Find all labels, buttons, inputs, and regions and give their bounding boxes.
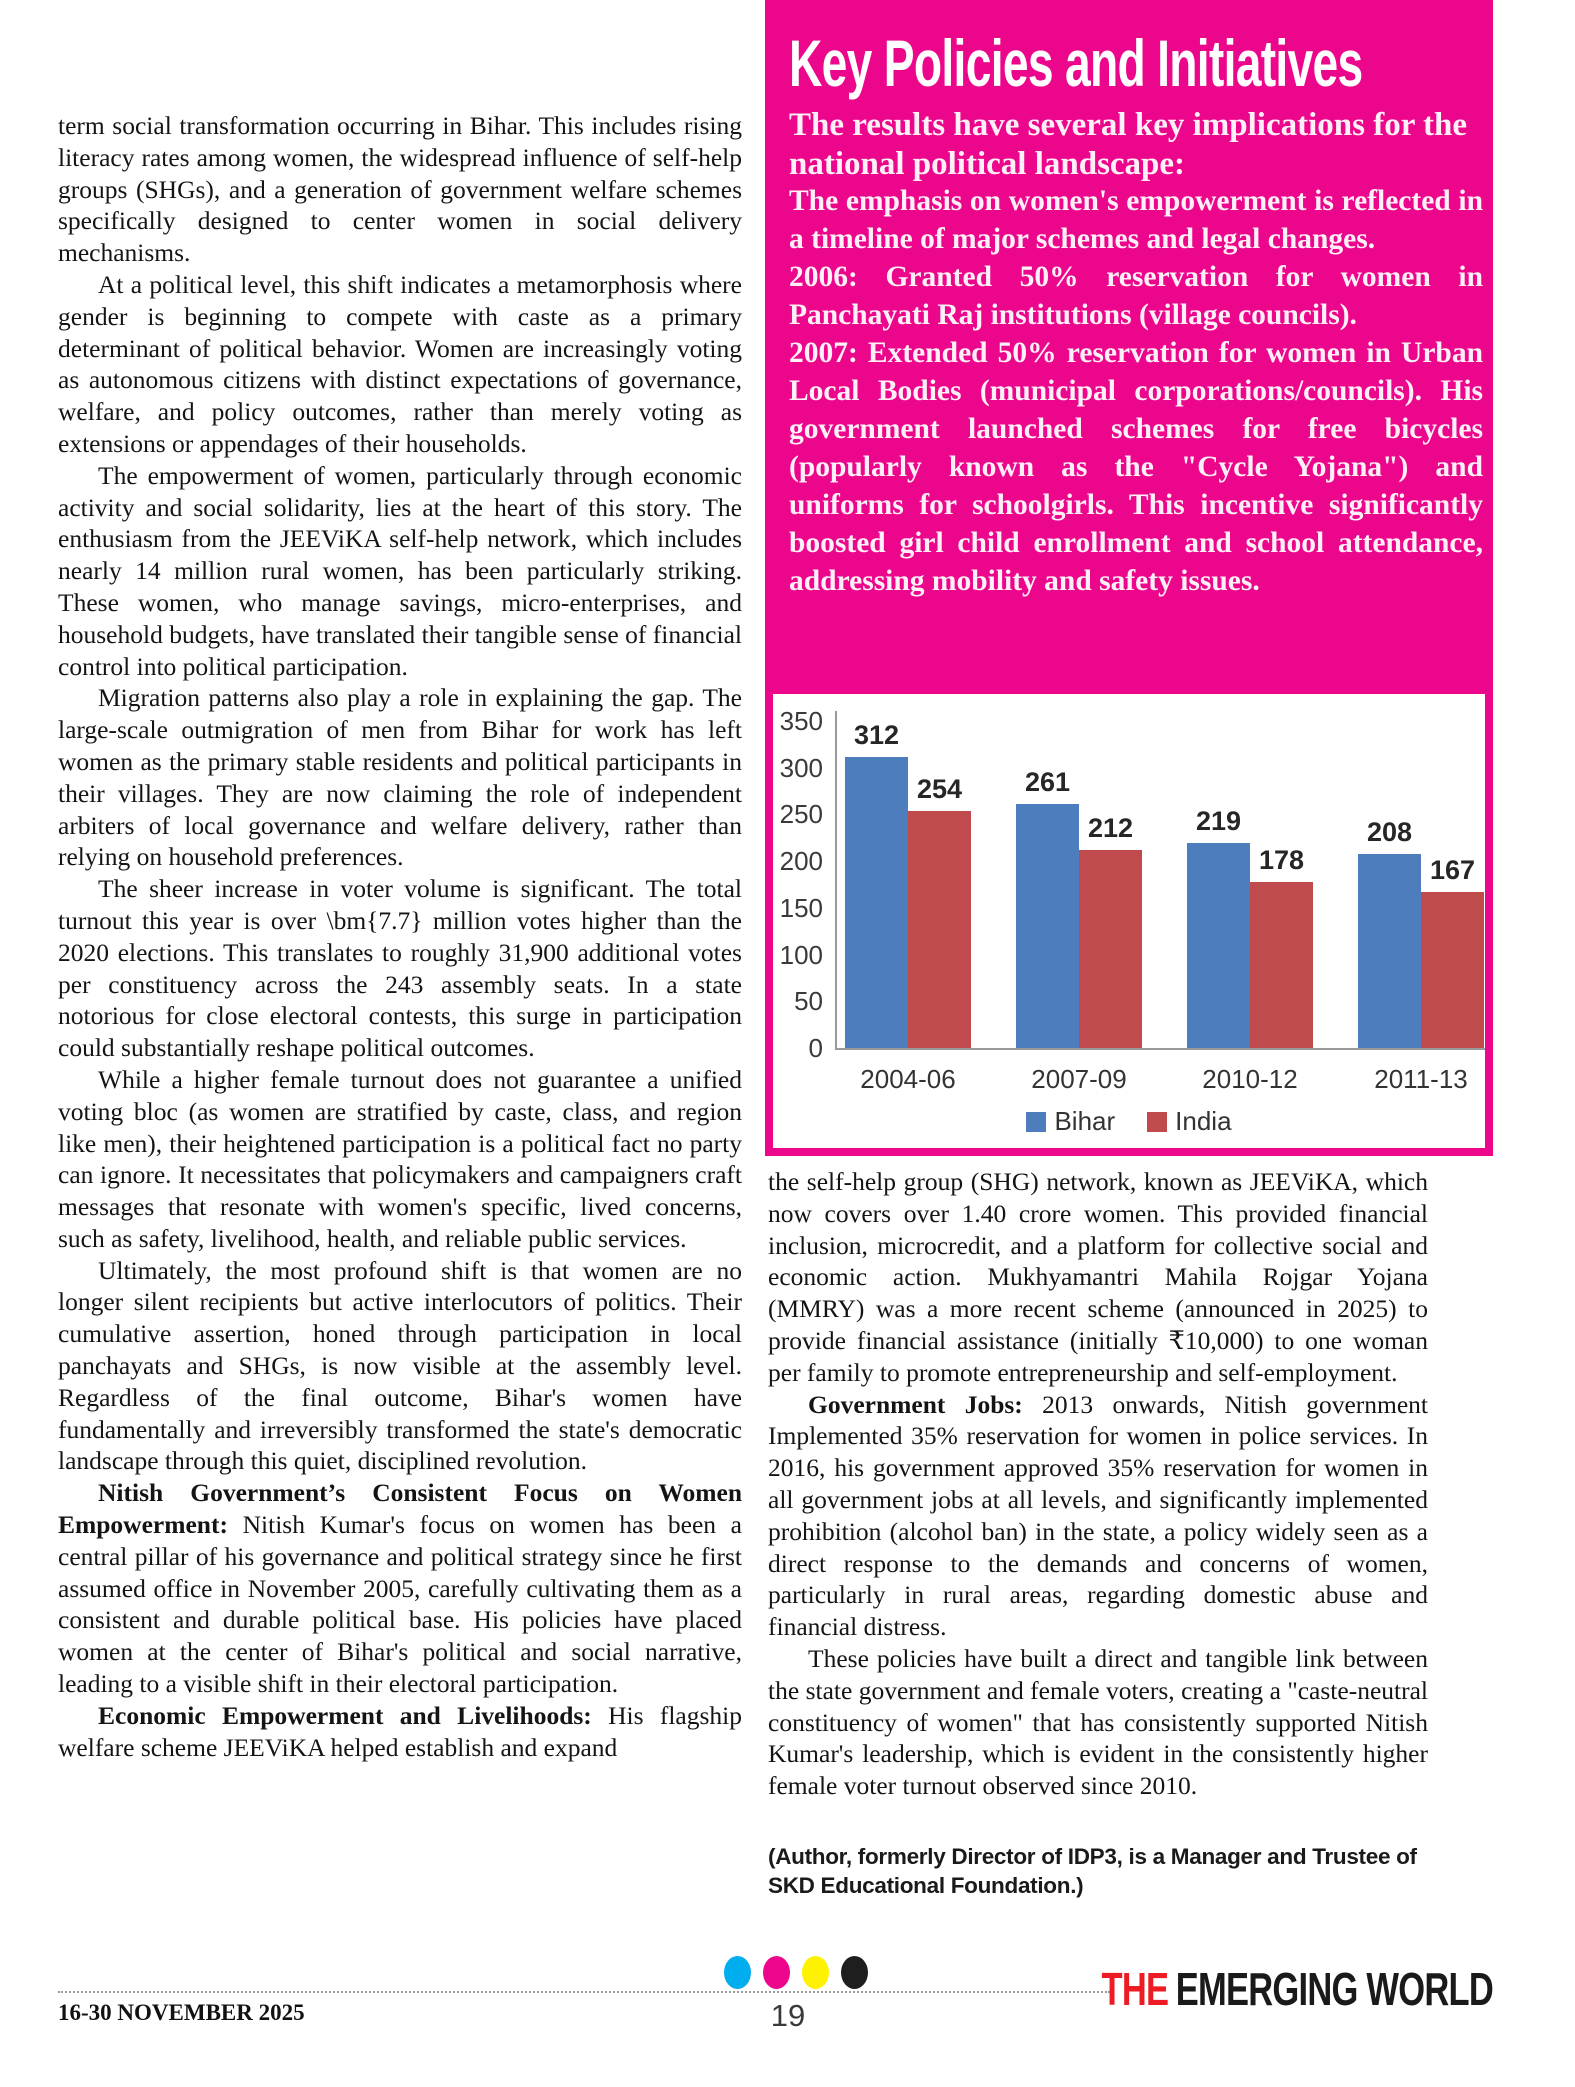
y-axis-tick-label: 50 <box>794 986 823 1017</box>
sidebar-body <box>789 182 1483 600</box>
x-axis-line <box>835 1048 1485 1050</box>
y-axis-tick-label: 150 <box>779 892 823 923</box>
sidebar-title: Key Policies and Initiatives <box>789 26 1363 100</box>
legend-item-india <box>1147 1106 1231 1137</box>
wordmark-rest: EMERGING WORLD <box>1175 1963 1493 2015</box>
bar-value-label: 167 <box>1429 855 1476 885</box>
bar-india-2010-12 <box>1250 882 1313 1048</box>
paragraph: 2006: Granted 50% reservation for women in Panchayati Raj institutions (village councils). <box>789 261 1483 331</box>
magazine-wordmark <box>1101 1963 1493 2015</box>
legend-label: India <box>1175 1106 1232 1136</box>
x-axis-category-label: 2011-13 <box>1374 1064 1468 1094</box>
bar-value-label: 219 <box>1195 806 1242 836</box>
page-number: 19 <box>770 1998 806 2033</box>
paragraph: Nitish Government’s Consistent Focus on Women Empowerment: Nitish Kumar's focus on women has been a central pillar of his governance and political strategy since he first assumed office in November 2005, carefully cultivating them as a consistent and durable political base. His policies have placed women at the center of Bihar's political and social narrative, leading to a visible shift in their electoral participation. <box>58 1478 742 1699</box>
bar-value-label: 254 <box>916 774 963 804</box>
voter-turnout-chart <box>773 694 1485 1148</box>
paragraph: term social transformation occurring in Bihar. This includes rising literacy rates among women, the widespread influence of self-help groups (SHGs), and a generation of government welfare schemes specifically designed to center women in social delivery mechanisms. <box>58 111 742 268</box>
x-axis-category-label: 2007-09 <box>1031 1064 1127 1094</box>
issue-date: 16-30 NOVEMBER 2025 <box>58 2000 305 2025</box>
y-axis-line <box>835 711 837 1050</box>
chart-legend <box>773 1106 1485 1137</box>
bar-value-label: 208 <box>1366 817 1413 847</box>
bar-india-2011-13 <box>1421 892 1484 1048</box>
bar-india-2007-09 <box>1079 850 1142 1048</box>
bar-india-2004-06 <box>908 811 971 1048</box>
y-axis-tick-label: 300 <box>779 752 823 783</box>
paragraph: These policies have built a direct and tangible link between the state government and female voters, creating a "caste-neutral constituency of women" that has consistently supported Nitish Kumar's leadership, which is evident in the consistently higher female voter turnout observed since 2010. <box>768 1643 1428 1801</box>
wordmark-the: THE <box>1101 1963 1169 2015</box>
y-axis-tick-label: 0 <box>808 1033 823 1063</box>
author-note: (Author, formerly Director of IDP3, is a Manager and Trustee of SKD Educational Foundation.) <box>768 1843 1417 1898</box>
y-axis-tick-label: 100 <box>779 939 823 970</box>
bar-value-label: 312 <box>853 720 900 750</box>
paragraph-lead: Government Jobs: <box>808 1389 1023 1419</box>
paragraph: Ultimately, the most profound shift is that women are no longer silent recipients but active interlocutors of politics. Their cumulative assertion, honed through participation in local panchayats and SHGs, is now visible at the assembly level. Regardless of the final outcome, Bihar's women have fundamentally and irreversibly transformed the state's democratic landscape through this quiet, disciplined revolution. <box>58 1255 742 1476</box>
bar-value-label: 261 <box>1024 767 1071 797</box>
paragraph: The empowerment of women, particularly through economic activity and social solidarity, lies at the heart of this story. The enthusiasm from the JEEViKA self-help network, which includes nearly 14 million rural women, has been particularly striking. These women, who manage savings, micro-enterprises, and household budgets, have translated their tangible sense of financial control into political participation. <box>58 460 742 681</box>
bar-value-label: 212 <box>1087 813 1134 843</box>
key-policies-box <box>765 0 1493 1156</box>
print-dot-cyan <box>724 1956 751 1989</box>
footer-divider <box>58 1991 1110 1993</box>
print-dot-black <box>841 1956 868 1989</box>
legend-label: Bihar <box>1054 1106 1116 1136</box>
x-axis-category-label: 2004-06 <box>860 1064 956 1094</box>
paragraph: Migration patterns also play a role in explaining the gap. The large-scale outmigration of men from Bihar for work has left women as the primary stable residents and political participants in their villages. They are now claiming the role of independent arbiters of local governance and welfare delivery, rather than relying on household preferences. <box>58 683 742 872</box>
legend-swatch <box>1026 1112 1046 1132</box>
paragraph: While a higher female turnout does not guarantee a unified voting bloc (as women are stratified by caste, class, and region like men), their heightened participation is a political fact no party can ignore. It necessitates that policymakers and campaigners craft messages that resonate with women's specific, lived concerns, such as safety, livelihood, health, and reliable public services. <box>58 1064 742 1253</box>
paragraph: 2007: Extended 50% reservation for women in Urban Local Bodies (municipal corporations/councils). His government launched schemes for free bicycles (popularly known as the "Cycle Yojana") and uniforms for schoolgirls. This incentive significantly boosted girl child enrollment and school attendance, addressing mobility and safety issues. <box>789 337 1483 597</box>
x-axis-category-label: 2010-12 <box>1202 1064 1298 1094</box>
print-dot-magenta <box>763 1956 790 1989</box>
paragraph: Economic Empowerment and Livelihoods: His flagship welfare scheme JEEViKA helped establish and expand <box>58 1700 743 1762</box>
paragraph: At a political level, this shift indicates a metamorphosis where gender is beginning to compete with caste as a primary determinant of political behavior. Women are increasingly voting as autonomous citizens with distinct expectations of governance, welfare, and policy outcomes, rather than merely voting as extensions or appendages of their households. <box>58 269 742 458</box>
paragraph-lead: Economic Empowerment and Livelihoods: <box>98 1700 592 1730</box>
paragraph: Government Jobs: 2013 onwards, Nitish government Implemented 35% reservation for women in police services. In 2016, his government approved 35% reservation for women in all government jobs at all levels, and significantly implemented prohibition (alcohol ban) in the state, a policy widely seen as a direct response to the demands and concerns of women, particularly in rural areas, regarding domestic abuse and financial distress. <box>768 1389 1429 1642</box>
bar-value-label: 178 <box>1258 845 1305 875</box>
paragraph: the self-help group (SHG) network, known as JEEViKA, which now covers over 1.40 crore women. This provided financial inclusion, microcredit, and a platform for collective social and economic action. Mukhyamantri Mahila Rojgar Yojana (MMRY) was a more recent scheme (announced in 2025) to provide financial assistance (initially ₹10,000) to one woman per family to promote entrepreneurship and self-employment. <box>768 1167 1428 1387</box>
paragraph: The sheer increase in voter volume is significant. The total turnout this year is over \bm{7.7} million votes higher than the 2020 elections. This translates to roughly 31,900 additional votes per constituency across the 243 assembly seats. In a state notorious for close electoral contests, this surge in participation could substantially reshape political outcomes. <box>58 874 742 1063</box>
print-dot-yellow <box>802 1956 829 1989</box>
sidebar-subtitle: The results have several key implications for the national political landscape: <box>789 107 1467 182</box>
legend-swatch <box>1147 1112 1167 1132</box>
y-axis-tick-label: 250 <box>779 799 823 830</box>
left-column <box>58 110 742 1763</box>
y-axis-tick-label: 350 <box>779 706 823 736</box>
paragraph-lead: Nitish Government’s Consistent Focus on Women Empowerment: <box>58 1478 742 1540</box>
paragraph: The emphasis on women's empowerment is reflected in a timeline of major schemes and legal changes. <box>789 185 1483 255</box>
legend-item-bihar <box>1026 1106 1115 1137</box>
y-axis-tick-label: 200 <box>779 846 823 877</box>
right-column <box>768 1166 1428 1900</box>
